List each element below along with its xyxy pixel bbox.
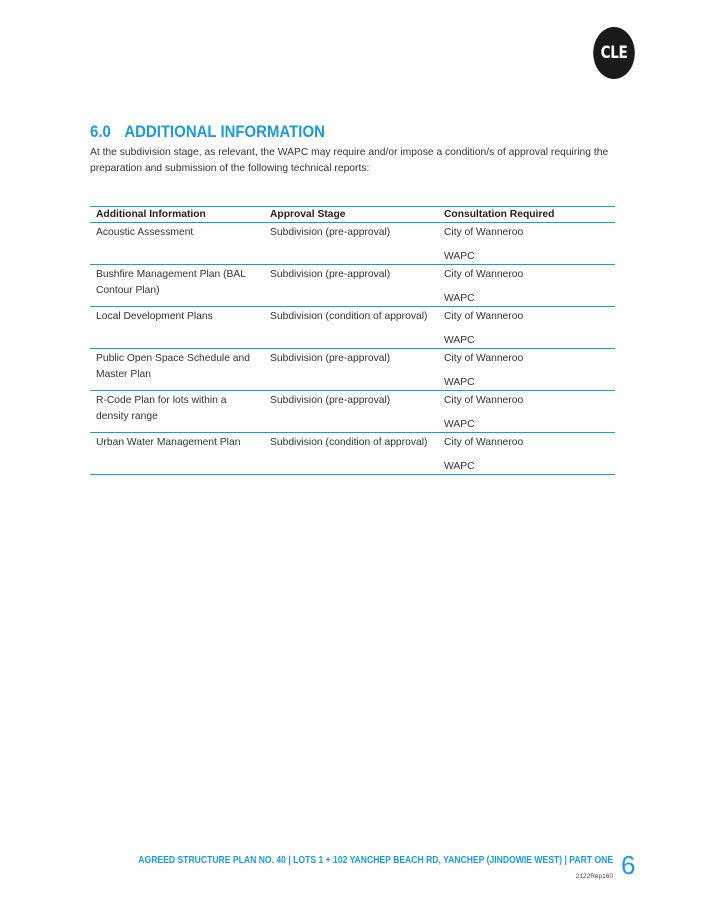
table-row [90, 223, 615, 265]
consult-city: City of Wanneroo [444, 227, 524, 238]
table-row [90, 433, 615, 475]
cell-stage: Subdivision (pre-approval) [264, 223, 438, 265]
table-row [90, 349, 615, 391]
cell-consultation [438, 223, 615, 265]
cell-info: Bushfire Management Plan (BAL Contour Plan) [90, 265, 264, 307]
consult-city: City of Wanneroo [444, 395, 524, 406]
intro-paragraph: At the subdivision stage, as relevant, the WAPC may require and/or impose a condition/s of approval requiring the preparation and submission of the following technical reports: [90, 147, 609, 174]
cle-logo: CLE [593, 27, 635, 79]
cell-info: Urban Water Management Plan [90, 433, 264, 475]
table-row [90, 391, 615, 433]
consult-city: City of Wanneroo [444, 269, 524, 280]
cell-info: Acoustic Assessment [90, 223, 264, 265]
consult-wapc: WAPC [444, 376, 475, 388]
footer-document-title: AGREED STRUCTURE PLAN NO. 40 | LOTS 1 + 102 YANCHEP BEACH RD, YANCHEP (JINDOWIE WEST) | PART ONE [138, 855, 613, 866]
section-number: 6.0 [90, 122, 111, 141]
section-heading [90, 122, 325, 142]
cell-consultation [438, 433, 615, 475]
consult-city: City of Wanneroo [444, 353, 524, 364]
cell-consultation [438, 265, 615, 307]
footer-report-code: 2122Rep160 [575, 873, 613, 880]
table-header-row [90, 207, 615, 223]
cell-stage: Subdivision (condition of approval) [264, 307, 438, 349]
technical-reports-table [90, 206, 615, 475]
cell-info: R-Code Plan for lots within a density range [90, 391, 264, 433]
cell-stage: Subdivision (condition of approval) [264, 433, 438, 475]
cell-consultation [438, 307, 615, 349]
table-row [90, 307, 615, 349]
consult-wapc: WAPC [444, 250, 475, 262]
cell-consultation [438, 349, 615, 391]
consult-city: City of Wanneroo [444, 437, 524, 448]
page-number: 6 [621, 850, 636, 880]
cell-info: Local Development Plans [90, 307, 264, 349]
cell-consultation [438, 391, 615, 433]
header-consultation-required: Consultation Required [438, 207, 615, 223]
table-row [90, 265, 615, 307]
cell-stage: Subdivision (pre-approval) [264, 349, 438, 391]
consult-wapc: WAPC [444, 292, 475, 304]
header-additional-information: Additional Information [90, 207, 264, 223]
cell-info: Public Open Space Schedule and Master Plan [90, 349, 264, 391]
cell-stage: Subdivision (pre-approval) [264, 265, 438, 307]
section-title: ADDITIONAL INFORMATION [124, 122, 325, 141]
cell-stage: Subdivision (pre-approval) [264, 391, 438, 433]
header-approval-stage: Approval Stage [264, 207, 438, 223]
consult-wapc: WAPC [444, 460, 475, 472]
consult-wapc: WAPC [444, 418, 475, 430]
consult-wapc: WAPC [444, 334, 475, 346]
consult-city: City of Wanneroo [444, 311, 524, 322]
